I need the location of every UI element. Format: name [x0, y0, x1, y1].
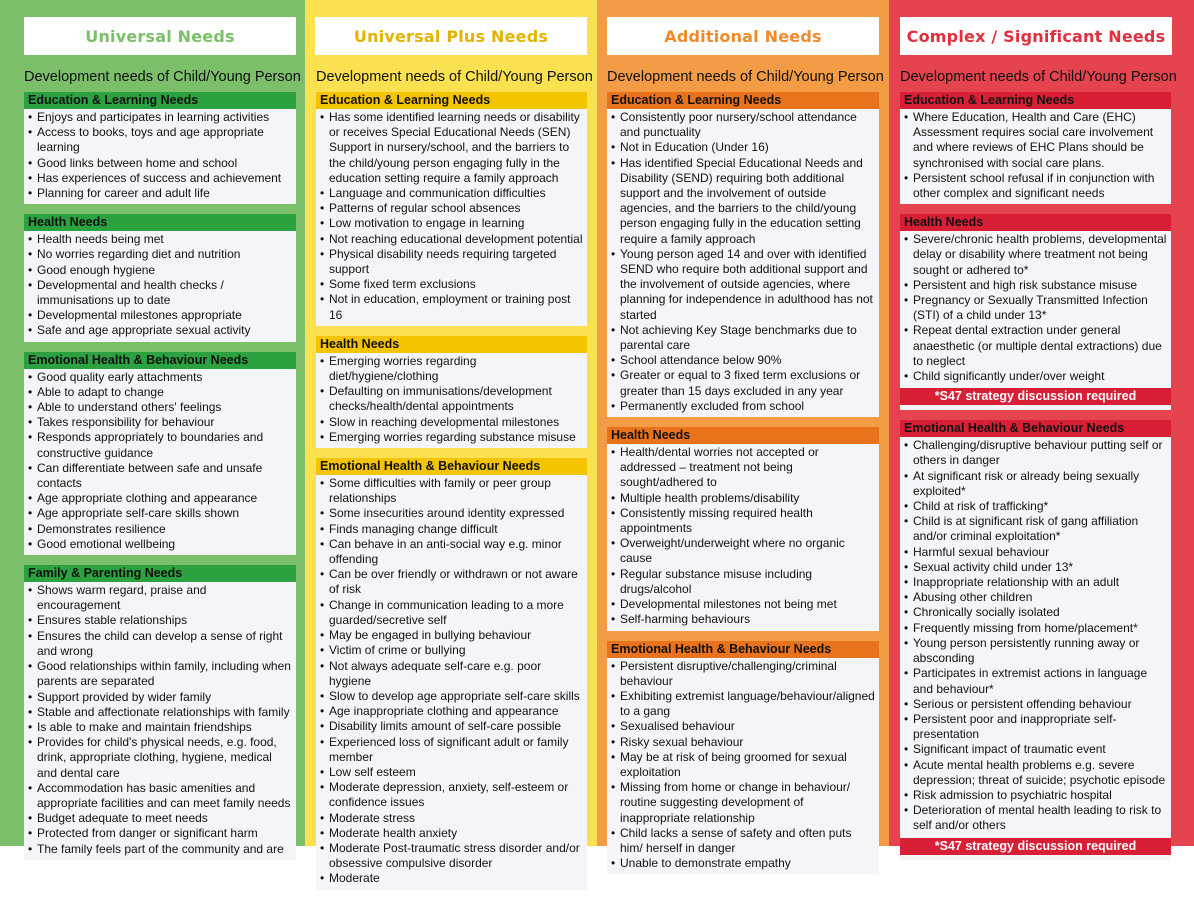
list-item: • Low self esteem: [329, 765, 583, 780]
list-item: • Has identified Special Educational Needs and Disability (SEND) requiring both additional support and the involvement of outside agencies, and the barriers to the child/young person engaging fully in the education setting require a family approach: [620, 156, 875, 247]
list-item: • May be at risk of being groomed for sexual exploitation: [620, 750, 875, 780]
list-item: • Responds appropriately to boundaries and constructive guidance: [37, 430, 292, 460]
list-item: • Can be over friendly or withdrawn or not aware of risk: [329, 567, 583, 597]
needs-section: [607, 427, 879, 630]
needs-list: [607, 109, 879, 414]
list-item: • Provides for child's physical needs, e.g. food, drink, appropriate clothing, hygiene, medical and dental care: [37, 735, 292, 781]
list-item: • Some fixed term exclusions: [329, 277, 583, 292]
list-item: • Protected from danger or significant harm: [37, 826, 292, 841]
list-item: • Persistent poor and inappropriate self-presentation: [913, 712, 1167, 742]
list-item: • Significant impact of traumatic event: [913, 742, 1167, 757]
list-item: • Repeat dental extraction under general anaesthetic (or multiple dental extractions) due to neglect: [913, 323, 1167, 369]
list-item: • Shows warm regard, praise and encouragement: [37, 583, 292, 613]
needs-section: [24, 92, 296, 204]
column-subtitle: Development needs of Child/Young Person: [316, 69, 593, 85]
needs-section: [607, 641, 879, 875]
column-universal-plus: [305, 0, 597, 886]
needs-list: [24, 582, 296, 857]
list-item: • Risky sexual behaviour: [620, 735, 875, 750]
section-heading: Health Needs: [607, 427, 879, 444]
list-item: • Moderate stress: [329, 811, 583, 826]
list-item: • Takes responsibility for behaviour: [37, 415, 292, 430]
needs-section: [24, 352, 296, 555]
list-item: • Ensures stable relationships: [37, 613, 292, 628]
list-item: • Not always adequate self-care e.g. poor hygiene: [329, 659, 583, 689]
needs-section: [900, 92, 1171, 204]
list-item: • Emerging worries regarding diet/hygiene/clothing: [329, 354, 583, 384]
needs-list: [24, 109, 296, 201]
list-item: • Physical disability needs requiring targeted support: [329, 247, 583, 277]
list-item: • Planning for career and adult life: [37, 186, 292, 201]
list-item: • Safe and age appropriate sexual activity: [37, 323, 292, 338]
column-universal: [0, 0, 305, 856]
column-title: Universal Plus Needs: [315, 17, 587, 55]
list-item: • Persistent school refusal if in conjunction with other complex and significant needs: [913, 171, 1167, 201]
needs-list: [900, 437, 1171, 833]
list-item: • Good links between home and school: [37, 156, 292, 171]
list-item: • Child lacks a sense of safety and often puts him/ herself in danger: [620, 826, 875, 856]
list-item: • Moderate Post-traumatic stress disorder and/or obsessive compulsive disorder: [329, 841, 583, 871]
needs-list: [607, 658, 879, 872]
list-item: • Abusing other children: [913, 590, 1167, 605]
list-item: • Developmental milestones not being met: [620, 597, 875, 612]
list-item: • Some difficulties with family or peer group relationships: [329, 476, 583, 506]
list-item: • Consistently poor nursery/school attendance and punctuality: [620, 110, 875, 140]
column-additional: [597, 0, 889, 871]
section-list: [900, 92, 1171, 870]
list-item: • Missing from home or change in behaviour/ routine suggesting development of inappropriate relationship: [620, 780, 875, 826]
needs-list: [316, 109, 587, 323]
column-subtitle: Development needs of Child/Young Person: [607, 69, 884, 85]
list-item: • Access to books, toys and age appropriate learning: [37, 125, 292, 155]
column-subtitle: Development needs of Child/Young Person: [24, 69, 301, 85]
list-item: • Child is at significant risk of gang affiliation and/or criminal exploitation*: [913, 514, 1167, 544]
list-item: • Greater or equal to 3 fixed term exclusions or greater than 15 days excluded in any year: [620, 368, 875, 398]
list-item: • Not achieving Key Stage benchmarks due to parental care: [620, 323, 875, 353]
section-heading: Education & Learning Needs: [607, 92, 879, 109]
needs-section: [316, 336, 587, 448]
list-item: • Can differentiate between safe and unsafe contacts: [37, 461, 292, 491]
list-item: • Unable to demonstrate empathy: [620, 856, 875, 871]
section-heading: Family & Parenting Needs: [24, 565, 296, 582]
list-item: • Support provided by wider family: [37, 690, 292, 705]
list-item: • Age inappropriate clothing and appearance: [329, 704, 583, 719]
list-item: • Disability limits amount of self-care possible: [329, 719, 583, 734]
column-title: Complex / Significant Needs: [900, 17, 1172, 55]
list-item: • Young person persistently running away or absconding: [913, 636, 1167, 666]
needs-list: [900, 109, 1171, 201]
section-heading: Emotional Health & Behaviour Needs: [607, 641, 879, 658]
list-item: • Finds managing change difficult: [329, 522, 583, 537]
section-heading: Emotional Health & Behaviour Needs: [24, 352, 296, 369]
list-item: • Chronically socially isolated: [913, 605, 1167, 620]
list-item: • Risk admission to psychiatric hospital: [913, 788, 1167, 803]
list-item: • Overweight/underweight where no organic cause: [620, 536, 875, 566]
column-complex: [889, 0, 1194, 853]
list-item: • Patterns of regular school absences: [329, 201, 583, 216]
list-item: • Experienced loss of significant adult or family member: [329, 735, 583, 765]
list-item: • Harmful sexual behaviour: [913, 545, 1167, 560]
needs-list: [316, 475, 587, 886]
needs-section: [316, 92, 587, 326]
list-item: • Where Education, Health and Care (EHC) Assessment requires social care involvement and where reviews of EHC Plans should be synchronised with social care plans.: [913, 110, 1167, 171]
list-item: • May be engaged in bullying behaviour: [329, 628, 583, 643]
column-subtitle: Development needs of Child/Young Person: [900, 69, 1177, 85]
list-item: • Inappropriate relationship with an adult: [913, 575, 1167, 590]
list-item: • Accommodation has basic amenities and appropriate facilities and can meet family needs: [37, 781, 292, 811]
section-heading: Health Needs: [24, 214, 296, 231]
list-item: • Budget adequate to meet needs: [37, 811, 292, 826]
section-heading: Emotional Health & Behaviour Needs: [316, 458, 587, 475]
needs-list: [24, 231, 296, 338]
list-item: • Able to adapt to change: [37, 385, 292, 400]
needs-section: [24, 214, 296, 341]
list-item: • Is able to make and maintain friendships: [37, 720, 292, 735]
list-item: • Change in communication leading to a more guarded/secretive self: [329, 598, 583, 628]
list-item: • Good emotional wellbeing: [37, 537, 292, 552]
needs-list: [607, 444, 879, 627]
list-item: • Multiple health problems/disability: [620, 491, 875, 506]
list-item: • Emerging worries regarding substance misuse: [329, 430, 583, 445]
section-heading: Emotional Health & Behaviour Needs: [900, 420, 1171, 437]
list-item: • Victim of crime or bullying: [329, 643, 583, 658]
list-item: • Pregnancy or Sexually Transmitted Infection (STI) of a child under 13*: [913, 293, 1167, 323]
list-item: • Regular substance misuse including drugs/alcohol: [620, 567, 875, 597]
list-item: • Has experiences of success and achievement: [37, 171, 292, 186]
list-item: • Enjoys and participates in learning activities: [37, 110, 292, 125]
list-item: • Participates in extremist actions in language and behaviour*: [913, 666, 1167, 696]
list-item: • Some insecurities around identity expressed: [329, 506, 583, 521]
list-item: • Slow to develop age appropriate self-care skills: [329, 689, 583, 704]
list-item: • Moderate health anxiety: [329, 826, 583, 841]
section-list: [24, 92, 296, 870]
needs-list: [900, 231, 1171, 384]
list-item: • Not in Education (Under 16): [620, 140, 875, 155]
section-heading: Education & Learning Needs: [900, 92, 1171, 109]
list-item: • Demonstrates resilience: [37, 522, 292, 537]
list-item: • Good quality early attachments: [37, 370, 292, 385]
needs-section: [316, 458, 587, 889]
list-item: • Frequently missing from home/placement*: [913, 621, 1167, 636]
section-heading: Education & Learning Needs: [316, 92, 587, 109]
list-item: • Consistently missing required health appointments: [620, 506, 875, 536]
needs-section: [900, 214, 1171, 410]
section-heading: Education & Learning Needs: [24, 92, 296, 109]
list-item: • School attendance below 90%: [620, 353, 875, 368]
list-item: • Age appropriate self-care skills shown: [37, 506, 292, 521]
section-heading: Health Needs: [900, 214, 1171, 231]
list-item: • Defaulting on immunisations/development checks/health/dental appointments: [329, 384, 583, 414]
list-item: • Not reaching educational development potential: [329, 232, 583, 247]
needs-section: [900, 420, 1171, 859]
list-item: • Can behave in an anti-social way e.g. minor offending: [329, 537, 583, 567]
list-item: • Age appropriate clothing and appearance: [37, 491, 292, 506]
needs-section: [24, 565, 296, 860]
list-item: • Has some identified learning needs or disability or receives Special Educational Needs (SEN) Support in nursery/school, and the barriers to the child/young person engaging fully in the education setting require a family approach: [329, 110, 583, 186]
list-item: • Good relationships within family, including when parents are separated: [37, 659, 292, 689]
list-item: • Serious or persistent offending behaviour: [913, 697, 1167, 712]
list-item: • Permanently excluded from school: [620, 399, 875, 414]
list-item: • Low motivation to engage in learning: [329, 216, 583, 231]
list-item: • Health needs being met: [37, 232, 292, 247]
list-item: • Moderate: [329, 871, 583, 886]
section-list: [316, 92, 587, 900]
list-item: • Sexual activity child under 13*: [913, 560, 1167, 575]
list-item: • Exhibiting extremist language/behaviour/aligned to a gang: [620, 689, 875, 719]
list-item: • Language and communication difficulties: [329, 186, 583, 201]
needs-section: [607, 92, 879, 417]
column-title: Universal Needs: [24, 17, 296, 55]
list-item: • Stable and affectionate relationships with family: [37, 705, 292, 720]
list-item: • Developmental milestones appropriate: [37, 308, 292, 323]
list-item: • Sexualised behaviour: [620, 719, 875, 734]
list-item: • Severe/chronic health problems, developmental delay or disability where treatment not being sought or adhered to*: [913, 232, 1167, 278]
section-list: [607, 92, 879, 884]
list-item: • Young person aged 14 and over with identified SEND who require both additional support and the involvement of outside agencies, where planning for independence in adulthood has not started: [620, 247, 875, 323]
list-item: • Good enough hygiene: [37, 263, 292, 278]
list-item: • Able to understand others' feelings: [37, 400, 292, 415]
section-heading: Health Needs: [316, 336, 587, 353]
list-item: • Challenging/disruptive behaviour putting self or others in danger: [913, 438, 1167, 468]
list-item: • Developmental and health checks / immunisations up to date: [37, 278, 292, 308]
list-item: • Not in education, employment or training post 16: [329, 292, 583, 322]
list-item: • Child at risk of trafficking*: [913, 499, 1167, 514]
list-item: • Slow in reaching developmental milestones: [329, 415, 583, 430]
list-item: • The family feels part of the community and are: [37, 842, 292, 857]
list-item: • Persistent disruptive/challenging/criminal behaviour: [620, 659, 875, 689]
list-item: • At significant risk or already being sexually exploited*: [913, 469, 1167, 499]
list-item: • No worries regarding diet and nutrition: [37, 247, 292, 262]
strategy-note: *S47 strategy discussion required: [900, 838, 1171, 855]
needs-list: [24, 369, 296, 552]
list-item: • Child significantly under/over weight: [913, 369, 1167, 384]
strategy-note: *S47 strategy discussion required: [900, 388, 1171, 405]
list-item: • Health/dental worries not accepted or addressed – treatment not being sought/adhered to: [620, 445, 875, 491]
list-item: • Deterioration of mental health leading to risk to self and/or others: [913, 803, 1167, 833]
list-item: • Ensures the child can develop a sense of right and wrong: [37, 629, 292, 659]
list-item: • Persistent and high risk substance misuse: [913, 278, 1167, 293]
column-title: Additional Needs: [607, 17, 879, 55]
list-item: • Moderate depression, anxiety, self-esteem or confidence issues: [329, 780, 583, 810]
needs-list: [316, 353, 587, 445]
list-item: • Self-harming behaviours: [620, 612, 875, 627]
list-item: • Acute mental health problems e.g. severe depression; threat of suicide; psychotic episode: [913, 758, 1167, 788]
